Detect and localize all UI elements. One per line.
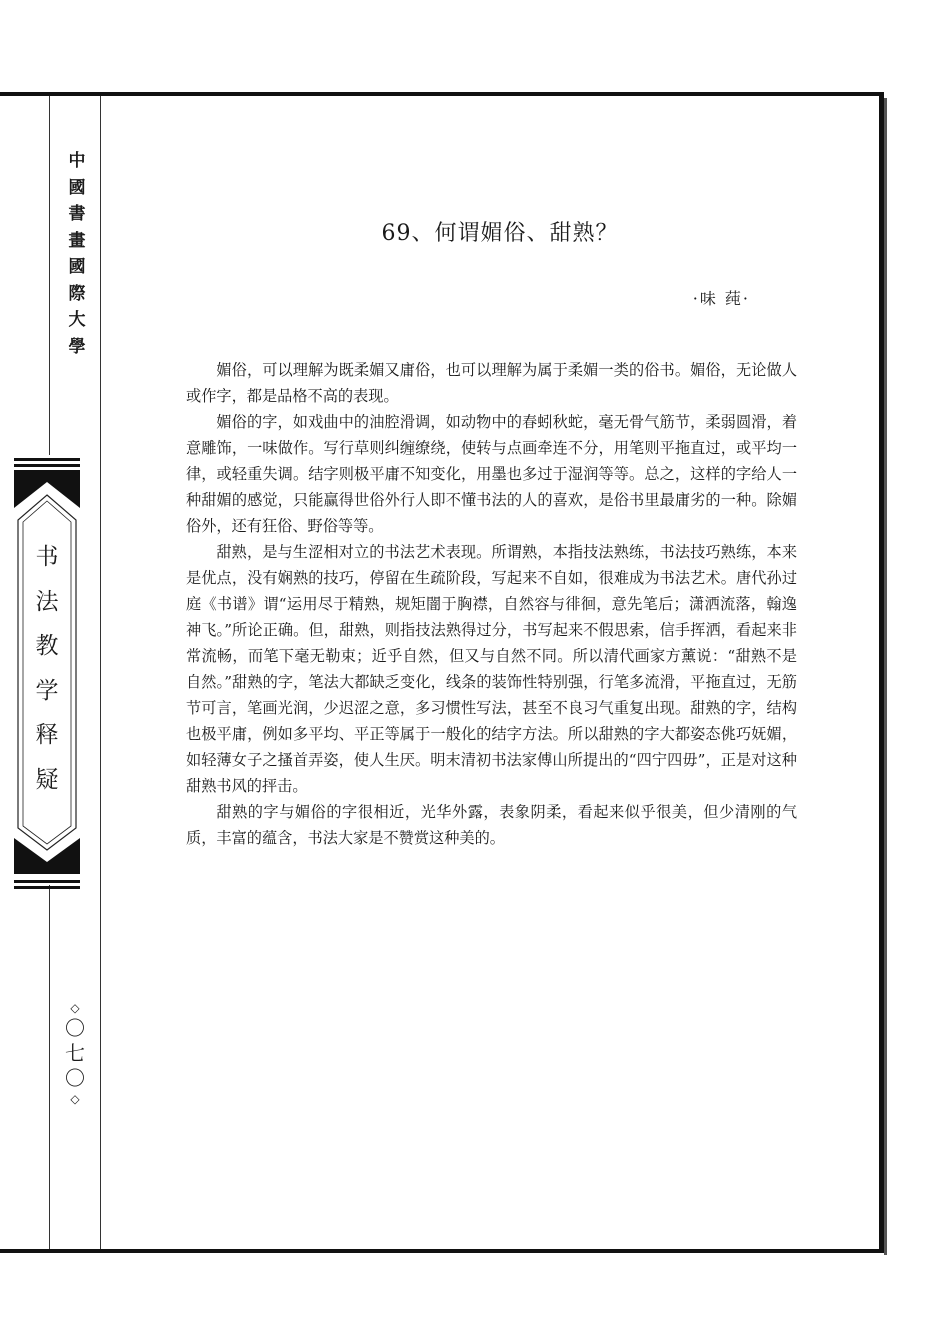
series-char: 中 — [68, 151, 86, 171]
book-title-char: 释 — [35, 722, 59, 748]
page-frame-bottom — [0, 1249, 884, 1253]
book-title-char: 教 — [35, 633, 59, 659]
page-number-digit: 〇 — [65, 1066, 85, 1090]
page-number-digit: 七 — [65, 1041, 85, 1065]
paragraph: 媚俗的字，如戏曲中的油腔滑调，如动物中的春蚓秋蛇，毫无骨气筋节，柔弱圆滑，着意雕饰，一味做作。写行草则纠缠缭绕，使转与点画牵连不分，用笔则平拖直过，或平均一律，或轻重失调。结字则极平庸不知变化，用墨也多过于湿润等等。总之，这样的字给人一种甜媚的感觉，只能赢得世俗外行人即不懂书法的人的喜欢，是俗书里最庸劣的一种。除媚俗外，还有狂俗、野俗等等。 — [186, 413, 797, 535]
article-body — [186, 357, 797, 851]
diamond-icon: ◇ — [70, 1092, 80, 1106]
series-char: 國 — [68, 257, 86, 277]
series-char: 畫 — [68, 230, 86, 251]
sidebar-right-rule — [100, 96, 101, 1249]
article-title: 69、何谓媚俗、甜熟？ — [381, 221, 619, 246]
book-title-char: 书 — [35, 544, 59, 570]
series-char: 書 — [68, 204, 86, 224]
series-char: 國 — [68, 177, 86, 198]
series-char: 大 — [68, 310, 86, 330]
book-title-char: 疑 — [35, 766, 59, 793]
diamond-icon: ◇ — [70, 1001, 80, 1015]
page-frame-top — [0, 92, 884, 96]
paragraph: 甜熟，是与生涩相对立的书法艺术表现。所谓熟，本指技法熟练，书法技巧熟练，本来是优点，没有娴熟的技巧，停留在生疏阶段，写起来不自如，很难成为书法艺术。唐代孙过庭《书谱》谓“运用尽于精熟，规矩闇于胸襟，自然容与徘徊，意先笔后；潇洒流落，翰逸神飞。”所论正确。但，甜熟，则指技法熟得过分，书写起来不假思索，信手挥洒，看起来非常流畅，而笔下毫无勒束；近乎自然，但又与自然不同。所以清代画家方薰说：“甜熟不是自然。”甜熟的字，笔法大都缺乏变化，线条的装饰性特别强，行笔多流滑，平拖直过，无筋节可言，笔画光润，少迟涩之意，多习惯性写法，甚至不良习气重复出现。甜熟的字，结构也极平庸，例如多平均、平正等属于一般化的结字方法。所以甜熟的字大都姿态佻巧妩媚，如轻薄女子之搔首弄姿，使人生厌。明末清初书法家傅山所提出的“四宁四毋”，正是对这种甜熟书风的抨击。 — [186, 543, 797, 795]
page-number — [62, 1000, 88, 1107]
paragraph: 媚俗，可以理解为既柔媚又庸俗，也可以理解为属于柔媚一类的俗书。媚俗，无论做人或作字，都是品格不高的表现。 — [186, 361, 797, 405]
page-number-digit: 〇 — [65, 1016, 85, 1040]
paragraph: 甜熟的字与媚俗的字很相近，光华外露，表象阴柔，看起来似乎很美，但少清刚的气质，丰富的蕴含，书法大家是不赞赏这种美的。 — [186, 803, 797, 847]
series-char: 學 — [68, 336, 86, 357]
book-title-char: 学 — [35, 677, 59, 704]
page-frame-shadow — [884, 98, 887, 1255]
book-title — [14, 535, 80, 802]
series-char: 際 — [68, 283, 86, 304]
book-title-char: 法 — [35, 588, 59, 615]
article-byline: ·味 莼· — [692, 289, 750, 308]
